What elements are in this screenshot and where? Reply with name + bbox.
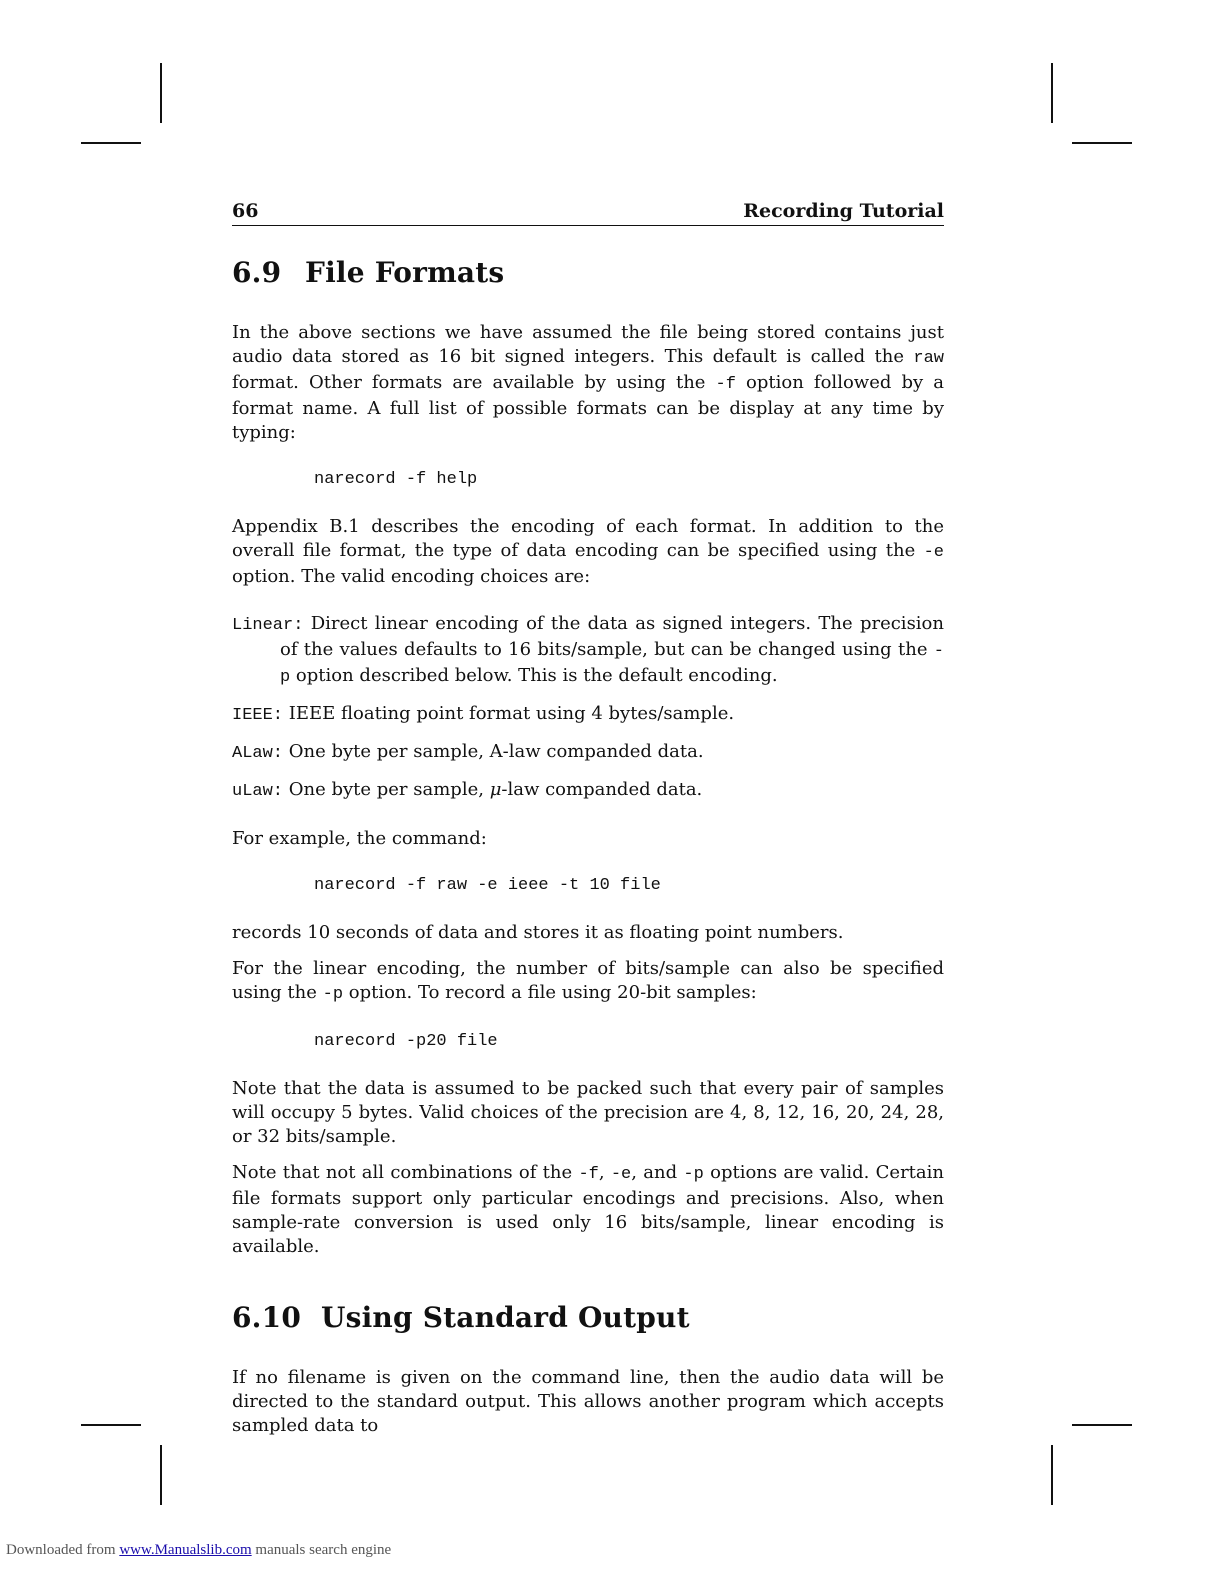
paragraph: Appendix B.1 describes the encoding of each format. In addition to the overall file format, the type of data encoding can be specified using the -e option. The valid encoding choices are: — [232, 516, 944, 587]
encoding-term: IEEE: — [232, 706, 284, 725]
code-line: narecord -f help — [314, 470, 478, 489]
crop-mark-bottom-left-vertical — [160, 1445, 162, 1505]
inline-code: -p — [322, 985, 344, 1004]
running-title: Recording Tutorial — [743, 200, 944, 222]
crop-mark-top-left-vertical — [160, 63, 162, 123]
paragraph: records 10 seconds of data and stores it as floating point numbers. — [232, 922, 844, 943]
code-line: narecord -p20 file — [314, 1032, 498, 1051]
code-line: narecord -f raw -e ieee -t 10 file — [314, 876, 661, 895]
encoding-term: Linear: — [232, 616, 304, 635]
encoding-term: uLaw: — [232, 782, 284, 801]
section-number: 6.10 — [232, 1301, 301, 1334]
crop-mark-bottom-left-horizontal — [81, 1424, 141, 1426]
section-heading-file-formats — [232, 256, 944, 289]
crop-mark-top-right-horizontal — [1072, 142, 1132, 144]
encoding-term: ALaw: — [232, 744, 284, 763]
inline-code: -p — [280, 642, 944, 687]
paragraph: Note that not all combinations of the -f, -e, and -p options are valid. Certain file formats support only particular encodings and precisions. Also, when sample-rate conversion is used only 16 bits/sample, linear encoding is available. — [232, 1162, 944, 1257]
paragraph: For example, the command: — [232, 828, 487, 849]
crop-mark-bottom-right-vertical — [1051, 1445, 1053, 1505]
inline-code: raw — [913, 349, 944, 368]
paragraph: If no filename is given on the command line, then the audio data will be directed to the standard output. This allows another program which accepts sampled data to — [232, 1367, 944, 1436]
list-item: ALaw: One byte per sample, A-law companded data. — [232, 741, 704, 763]
crop-mark-bottom-right-horizontal — [1072, 1424, 1132, 1426]
paragraph: Note that the data is assumed to be packed such that every pair of samples will occupy 5 bytes. Valid choices of the precision are 4, 8, 12, 16, 20, 24, 28, or 32 bits/sample. — [232, 1078, 944, 1147]
inline-code: -p — [683, 1165, 704, 1184]
section-heading-standard-output — [232, 1301, 944, 1334]
paragraph: In the above sections we have assumed the file being stored contains just audio data stored as 16 bit signed integers. This default is called the raw format. Other formats are available by using the -f option followed by a format name. A full list of possible formats can be display at any time by typing: — [232, 322, 944, 443]
paragraph: For the linear encoding, the number of bits/sample can also be specified using the -p option. To record a file using 20-bit samples: — [232, 958, 944, 1004]
list-item: Linear: Direct linear encoding of the data as signed integers. The precision of the values defaults to 16 bits/sample, but can be changed using the -p option described below. This is the default encoding. — [232, 613, 944, 687]
section-title: Using Standard Output — [321, 1301, 690, 1334]
footer: Downloaded from www.Manualslib.com manuals search engine — [6, 1542, 392, 1558]
list-item: uLaw: One byte per sample, μ-law companded data. — [232, 779, 703, 801]
crop-mark-top-right-vertical — [1051, 63, 1053, 123]
page-content — [232, 200, 944, 1438]
inline-code: -f — [715, 375, 736, 394]
section-number: 6.9 — [232, 256, 282, 289]
inline-code: -f — [578, 1165, 599, 1184]
list-item: IEEE: IEEE floating point format using 4 bytes/sample. — [232, 703, 735, 725]
section-title: File Formats — [305, 256, 505, 289]
crop-mark-top-left-horizontal — [81, 142, 141, 144]
inline-code: -e — [610, 1165, 632, 1184]
inline-code: -e — [923, 543, 944, 562]
manualslib-link[interactable]: www.Manualslib.com — [119, 1542, 252, 1558]
running-header — [232, 200, 944, 226]
page-number: 66 — [232, 200, 259, 222]
